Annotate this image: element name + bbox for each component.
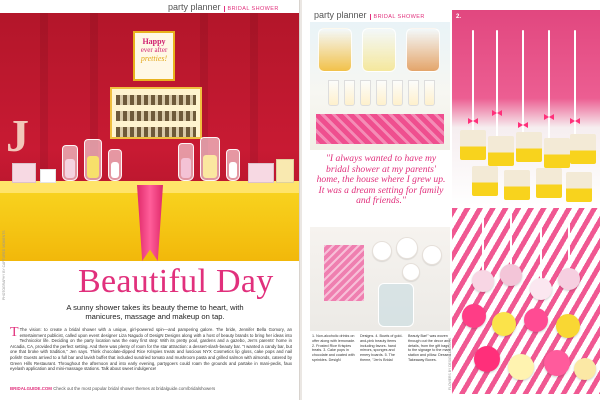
pull-quote: "I always wanted to have my bridal shower at my parents' home, the house where I grew up. It was a dream setting for family and friends." [316, 153, 446, 206]
mani-station-photo [310, 227, 450, 331]
header-section: party planner [314, 10, 367, 20]
article-title: Beautiful Day [78, 263, 274, 300]
article-body-text: The vision: to create a bridal shower with a unique, girl-powered spin—and pampering galore. The bride, Jennifer Bella Gomory, an entertainment publicist, called upon event designer Liza Nagudo of DesigN Designs along with a host of beauty brands to bring her ideas into Technicolor life. Deciding on the party location was the easy first step: With its pretty pool, gardens and a gazebo, Jen's parents' home in Arcadia, CA, provided the perfect setting. And there was plenty of room for the star attraction: a dessert-slash-beauty bar. "I wanted a candy bar, but one that broke with tradition," Jen says. Think chocolate-dipped Rice Krispies treats and luscious NYX Cosmetics lip gloss, cake pops and nail polish! Guests arrived to a full bar and lavish buffet that included sundried tomato and mushroom pasta and grilled salmon with almonds, catered by Green Hills Restaurant. Throughout the afternoon and into early evening, partygoers could roam the grounds and partake in mani-pedis, faux eyelash application and mini-massage stations. Talk about sweet indulgence! [10, 327, 292, 372]
gift-bag [324, 245, 364, 301]
photo-credit-left: PHOTOGRAPHY BY CAPTURED MOMENTS [2, 230, 6, 300]
article-body [10, 327, 292, 372]
header-subsection: BRIDAL SHOWER [224, 6, 279, 12]
happy-sign [133, 31, 175, 81]
sign-line3: pretties! [140, 54, 168, 63]
caption-2: hand mirrors, sponges and emery boards. 5. The theme, "Jen's Bridal Beauty Bar!" was woven through out the decor and details, from the gift bags to the signage to the mani station and pillow. Dessert Takeaway Boxes. [360, 334, 451, 362]
rice-krispies-treats-photo [452, 10, 600, 206]
header-section: party planner [168, 2, 221, 12]
right-page-header [314, 10, 425, 20]
photo-captions [312, 334, 452, 363]
cake-pops-photo [452, 208, 600, 394]
article-deck: A sunny shower takes its beauty theme to heart, with manicures, massage and makeup on tap. [66, 303, 244, 321]
footer [10, 386, 215, 391]
drop-cap: T [10, 325, 19, 340]
photo-credit-right: FLOWERS BY DESIGN DESIGNS [448, 337, 452, 390]
left-page-header [168, 2, 279, 12]
sign-line1: Happy [142, 37, 166, 46]
beverage-station-photo [310, 22, 450, 150]
caption-1: 1. Non-alcoholic drinks on offer along with lemonade. 2. Frosted Rice Krispies treats. 3. Cake pops in chocolate and coated with sprinkles. DesigN Designs. 4. Bowls of gold-and-pink beauty items including favors. [312, 334, 403, 362]
photo-number-3: 3. [456, 212, 462, 218]
header-subsection: BRIDAL SHOWER [370, 14, 425, 20]
shelf-display [110, 87, 202, 139]
glass-vase [378, 283, 414, 327]
pink-striped-tray [316, 114, 444, 144]
dessert-beauty-bar-photo [0, 13, 300, 261]
sign-line2: ever after [140, 46, 168, 54]
right-page [302, 0, 600, 400]
footer-site-link[interactable]: BRIDALGUIDE.COM [10, 386, 52, 391]
footer-text: Check out the most popular bridal shower themes at bridalguide.com/bridalshowers [53, 386, 216, 391]
letter-j-decor: J [6, 110, 29, 161]
photo-number-2: 2. [456, 14, 462, 20]
